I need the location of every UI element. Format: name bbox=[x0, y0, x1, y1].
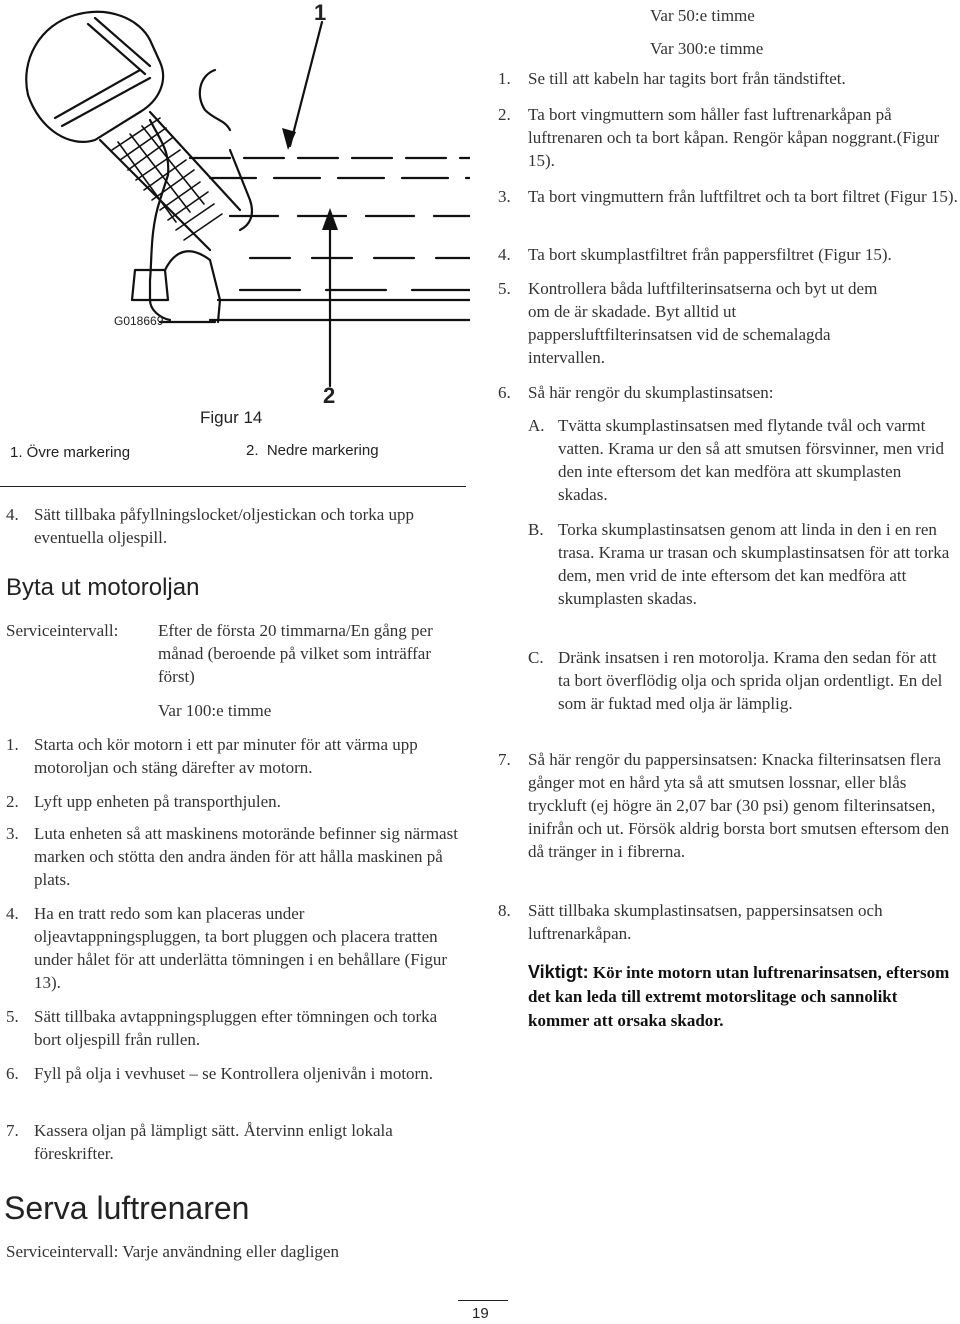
list-item bbox=[6, 902, 466, 994]
step-number: 4. bbox=[6, 505, 19, 524]
step-text: Torka skumplastinsatsen genom att linda in den i en ren trasa. Krama ur trasan och skumplastinsatsen för att torka dem, men vrid de inte eftersom det kan medföra att skumplasten skadas. bbox=[558, 520, 950, 608]
page-number: 19 bbox=[472, 1305, 489, 1322]
step-text: Fyll på olja i vevhuset – se Kontrollera oljenivån i motorn. bbox=[34, 1064, 433, 1083]
callout-number-2: 2 bbox=[323, 383, 336, 408]
service-interval-text-2: Var 100:e timme bbox=[158, 701, 272, 720]
step-number: C. bbox=[528, 648, 544, 667]
figure-rule bbox=[0, 486, 466, 487]
service-interval-label: Serviceintervall: bbox=[6, 1242, 119, 1261]
step-text: Starta och kör motorn i ett par minuter för att värma upp motoroljan och stäng därefter av motorn. bbox=[34, 735, 418, 777]
step-text: Luta enheten så att maskinens motorände befinner sig närmast marken och stötta den andra änden för att hålla maskinen på plats. bbox=[34, 824, 458, 889]
important-label: Viktigt: bbox=[528, 962, 589, 982]
step-number: 7. bbox=[6, 1121, 19, 1140]
step-text: Ta bort vingmuttern från luftfiltret och ta bort filtret (Figur 15). bbox=[528, 187, 958, 206]
step-text: Så här rengör du skumplastinsatsen: bbox=[528, 383, 774, 402]
interval-50h: Var 50:e timme bbox=[650, 6, 755, 25]
service-interval-2 bbox=[6, 1240, 339, 1263]
step-number: 4. bbox=[498, 245, 511, 264]
service-interval bbox=[6, 619, 466, 688]
sub-list-item bbox=[528, 518, 960, 610]
step-number: 8. bbox=[498, 901, 511, 920]
step-number: 7. bbox=[498, 750, 511, 769]
step-text: Sätt tillbaka skumplastinsatsen, pappersinsatsen och luftrenarkåpan. bbox=[528, 901, 883, 943]
step-text: Kassera oljan på lämpligt sätt. Återvinn enligt lokala föreskrifter. bbox=[34, 1121, 393, 1163]
legend-upper-mark: 1. Övre markering bbox=[10, 444, 131, 461]
list-item bbox=[6, 1119, 466, 1165]
step-text: Ta bort vingmuttern som håller fast luftrenarkåpan på luftrenaren och ta bort kåpan. Rengör kåpan noggrant.(Figur 15). bbox=[528, 105, 940, 170]
figure-caption: Figur 14 bbox=[200, 408, 263, 427]
list-item bbox=[498, 243, 960, 266]
list-item bbox=[498, 277, 960, 369]
step-text: Sätt tillbaka påfyllningslocket/oljestickan och torka upp eventuella oljespill. bbox=[34, 505, 415, 547]
step-number: 5. bbox=[498, 279, 511, 298]
list-item bbox=[6, 1062, 466, 1085]
step-text: Lyft upp enheten på transporthjulen. bbox=[34, 792, 281, 811]
step-text: Ha en tratt redo som kan placeras under oljeavtappningspluggen, ta bort pluggen och placera tratten under hålet för att underlätta tömningen i en behållare (Figur 13). bbox=[34, 904, 448, 992]
step-text: Se till att kabeln har tagits bort från tändstiftet. bbox=[528, 69, 846, 88]
service-interval-text: Efter de första 20 timmarna/En gång per månad (beroende på vilket som inträffar först) bbox=[158, 621, 433, 686]
callout-number-1: 1 bbox=[314, 0, 327, 25]
step-text: Ta bort skumplastfiltret från pappersfiltret (Figur 15). bbox=[528, 245, 892, 264]
step-number: 3. bbox=[6, 824, 19, 843]
figure-14-illustration bbox=[0, 0, 470, 440]
list-item bbox=[498, 103, 960, 172]
legend-lower-mark: 2. Nedre markering bbox=[246, 442, 379, 459]
important-notice bbox=[528, 960, 960, 1033]
service-interval-label: Serviceintervall: bbox=[6, 621, 119, 640]
step-number: B. bbox=[528, 520, 544, 539]
list-item bbox=[6, 733, 466, 779]
step-refill bbox=[6, 503, 466, 549]
list-item bbox=[498, 748, 960, 863]
section-heading-change-oil: Byta ut motoroljan bbox=[6, 574, 200, 601]
step-number: 2. bbox=[498, 105, 511, 124]
footer-rule bbox=[458, 1300, 508, 1301]
list-item bbox=[498, 899, 960, 945]
list-item bbox=[6, 822, 466, 891]
step-text: Tvätta skumplastinsatsen med flytande tvål och varmt vatten. Krama ur den så att smutsen försvinner, men vrid den inte eftersom det kan medföra att skumplasten skadas. bbox=[558, 416, 944, 504]
interval-300h: Var 300:e timme bbox=[650, 39, 764, 58]
section-heading-air-cleaner: Serva luftrenaren bbox=[4, 1190, 250, 1226]
step-text: Sätt tillbaka avtappningspluggen efter tömningen och torka bort oljespill från rullen. bbox=[34, 1007, 438, 1049]
step-number: 2. bbox=[6, 792, 19, 811]
step-number: 5. bbox=[6, 1007, 19, 1026]
sub-list-item bbox=[528, 646, 960, 715]
list-item bbox=[6, 1005, 466, 1051]
step-number: 1. bbox=[498, 69, 511, 88]
list-item bbox=[498, 185, 960, 208]
sub-list-item bbox=[528, 414, 960, 506]
step-number: 6. bbox=[6, 1064, 19, 1083]
step-text: Dränk insatsen i ren motorolja. Krama den sedan för att ta bort överflödig olja och sprida oljan ordentligt. En del som är fuktad med olja är lämplig. bbox=[558, 648, 943, 713]
important-text: Kör inte motorn utan luftrenarinsatsen, eftersom det kan leda till extremt motorslitage och sannolikt kommer att orsaka skador. bbox=[528, 963, 950, 1030]
list-item bbox=[498, 381, 960, 404]
step-number: A. bbox=[528, 416, 545, 435]
step-text: Så här rengör du pappersinsatsen: Knacka filterinsatsen flera gånger mot en hård yta så att smutsen lossnar, eller blås tryckluft (ej högre än 2,07 bar (30 psi) genom filterinsatsen, inifrån och ut. Försök aldrig borsta bort smutsen eftersom den då tränger in i fibrerna. bbox=[528, 750, 950, 861]
figure-code: G018669 bbox=[114, 314, 164, 328]
step-number: 3. bbox=[498, 187, 511, 206]
step-number: 6. bbox=[498, 383, 511, 402]
step-number: 1. bbox=[6, 735, 19, 754]
step-text: Kontrollera båda luftfilterinsatserna och byt ut dem om de är skadade. Byt alltid ut pappersluftfilterinsatsen vid de schemalagda intervallen. bbox=[528, 279, 878, 367]
list-item bbox=[498, 67, 960, 90]
list-item bbox=[6, 790, 466, 813]
step-number: 4. bbox=[6, 904, 19, 923]
service-interval-text: Varje användning eller dagligen bbox=[122, 1242, 339, 1261]
